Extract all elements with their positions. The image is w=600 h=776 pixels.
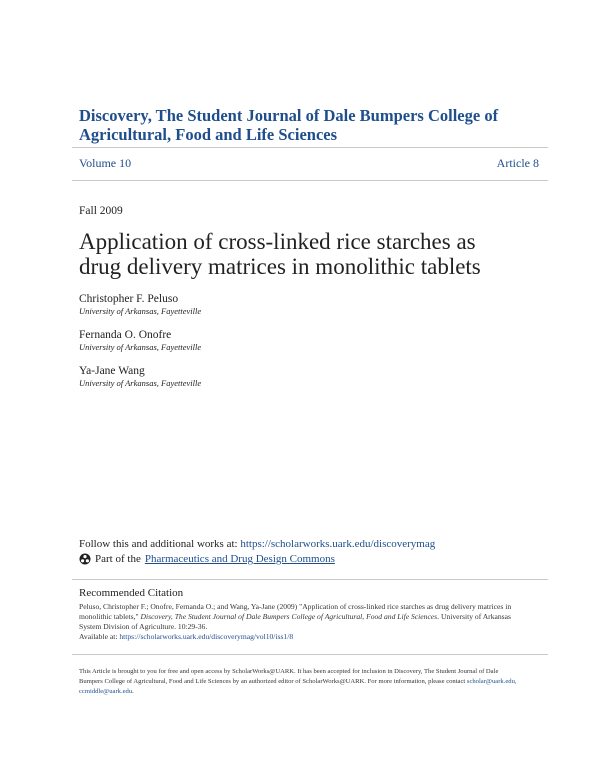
available-prefix: Available at: — [79, 632, 120, 641]
author-3 — [79, 364, 201, 389]
network-icon — [79, 553, 91, 565]
publication-date: Fall 2009 — [79, 205, 123, 217]
follow-link[interactable]: https://scholarworks.uark.edu/discoverymag — [240, 538, 436, 550]
commons-link[interactable]: Pharmaceutics and Drug Design Commons — [144, 553, 335, 565]
author-name: Ya-Jane Wang — [79, 365, 145, 377]
author-name: Fernanda O. Onofre — [79, 329, 172, 341]
footer-text: This Article is brought to you for free and open access by ScholarWorks@UARK. It has been accepted for inclusion in Discovery, The Student Journal of Dale Bumpers College of Agricultural, Food and Life Sciences by an authorized editor of ScholarWorks@UARK. For more information, please contact — [79, 668, 499, 685]
divider-header — [72, 180, 548, 181]
author-name: Christopher F. Peluso — [79, 293, 179, 305]
citation-text — [79, 602, 519, 642]
citation-publisher: . University of Arkansas System Division of Agriculture. 10:29-36. — [79, 612, 511, 631]
journal-title[interactable]: Discovery, The Student Journal of Dale Bumpers College of Agricultural, Food and Life Sciences — [79, 106, 499, 144]
citation-link[interactable]: https://scholarworks.uark.edu/discoverymag/vol10/iss1/8 — [119, 632, 294, 641]
author-affiliation: University of Arkansas, Fayetteville — [79, 342, 202, 352]
footer-note — [79, 667, 519, 697]
divider-top — [72, 147, 548, 148]
author-1 — [79, 292, 201, 317]
citation-authors-title: Peluso, Christopher F.; Onofre, Fernanda O.; and Wang, Ya-Jane (2009) "Application of cross-linked rice starches as drug delivery matrices in monolithic tablets," — [79, 602, 512, 621]
citation-journal: Discovery, The Student Journal of Dale Bumpers College of Agricultural, Food and Life Sciences — [140, 612, 438, 621]
contact-email-link[interactable]: scholar@uark.edu, ccmiddle@uark.edu — [79, 678, 517, 695]
part-of-prefix: Part of the — [95, 553, 141, 565]
author-affiliation: University of Arkansas, Fayetteville — [79, 378, 202, 388]
footer-end: . — [132, 688, 134, 695]
author-2 — [79, 328, 201, 353]
part-of-line — [79, 553, 335, 565]
recommended-citation-heading: Recommended Citation — [79, 587, 184, 599]
article-link[interactable]: Article 8 — [496, 156, 539, 170]
article-title: Application of cross-linked rice starches as drug delivery matrices in monolithic tablets — [79, 229, 481, 279]
follow-prefix: Follow this and additional works at: — [79, 538, 241, 550]
author-affiliation: University of Arkansas, Fayetteville — [79, 306, 202, 316]
follow-line — [79, 538, 435, 550]
divider-citation — [72, 579, 548, 580]
divider-footer — [72, 654, 548, 655]
volume-link[interactable]: Volume 10 — [79, 156, 132, 170]
